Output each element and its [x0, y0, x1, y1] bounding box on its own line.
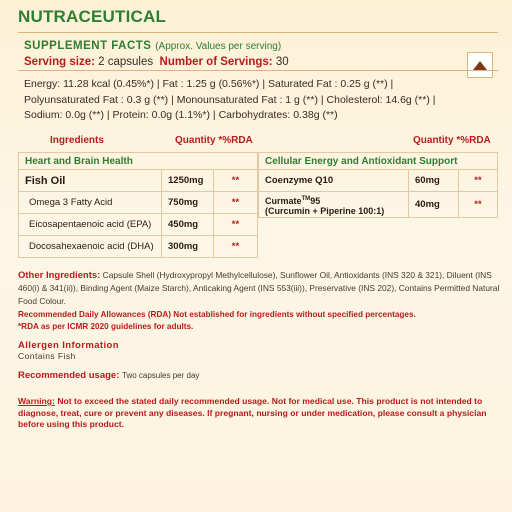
curmate-composition: (Curcumin + Piperine 100:1): [265, 205, 385, 216]
curmate-number: 95: [310, 195, 321, 206]
other-ingredients: [18, 269, 500, 308]
category-heart-brain: Heart and Brain Health: [19, 153, 258, 170]
warning-block: [18, 396, 500, 431]
sodium-value: Sodium: 0.0g (**): [24, 109, 104, 121]
ingredient-qty: 60mg: [409, 170, 459, 192]
ingredient-qty: 1250mg: [162, 170, 214, 192]
trademark-mark: TM: [301, 195, 311, 202]
ingredient-name: Omega 3 Fatty Acid: [19, 192, 162, 214]
supplement-facts-label: SUPPLEMENT FACTS: [24, 40, 152, 52]
allergen-heading: Allergen Information: [18, 340, 119, 351]
ingredient-rda: **: [214, 214, 258, 236]
top-divider: [18, 32, 498, 33]
quantity-rda-header-left: Quantity *%RDA: [175, 135, 253, 146]
servings-label: Number of Servings:: [159, 56, 273, 68]
serving-size-label: Serving size:: [24, 56, 95, 68]
saturated-fat-value: Saturated Fat : 0.25 g (**): [267, 78, 388, 90]
ingredient-rda: **: [214, 170, 258, 192]
veg-mark-icon: [467, 52, 493, 78]
cholesterol-value: Cholesterol: 14.6g (**): [326, 93, 430, 106]
rda-note-1: Recommended Daily Allowances (RDA) Not established for ingredients without specified percentages.: [18, 310, 416, 319]
product-category-title: NUTRACEUTICAL: [18, 7, 167, 26]
monounsaturated-fat-value: Monounsaturated Fat : 1 g (**): [176, 93, 318, 106]
serving-size-value: 2 capsules: [98, 56, 154, 68]
rda-notes: [18, 309, 500, 332]
ingredient-qty: 40mg: [409, 192, 459, 218]
ingredient-name: Eicosapentaenoic acid (EPA): [19, 214, 162, 236]
servings-value: 30: [275, 56, 289, 68]
ingredient-rda: **: [214, 236, 258, 258]
serving-divider: [18, 70, 498, 71]
allergen-value: Contains Fish: [18, 351, 76, 361]
warning-text: Not to exceed the stated daily recommended usage. Not for medical use. This product is not intended to diagnose, treat, cure or prevent any diseases. If pregnant, nursing or under medication, please consult a physician before using this product.: [18, 396, 487, 429]
ingredient-qty: 300mg: [162, 236, 214, 258]
ingredient-rda: **: [459, 170, 498, 192]
ingredient-rda: **: [459, 192, 498, 218]
supplement-facts-heading: [24, 40, 281, 52]
other-ingredients-label: Other Ingredients:: [18, 270, 101, 281]
serving-info: [24, 56, 289, 68]
recommended-usage: [18, 370, 199, 381]
ingredient-qty: 750mg: [162, 192, 214, 214]
ingredient-name: Fish Oil: [19, 170, 162, 192]
approx-note: (Approx. Values per serving): [155, 41, 282, 52]
warning-label: Warning:: [18, 396, 55, 406]
quantity-rda-header-right: Quantity *%RDA: [413, 135, 491, 146]
heart-brain-table: [18, 152, 258, 258]
category-cellular-energy: Cellular Energy and Antioxidant Support: [259, 153, 498, 170]
other-ingredients-text: Capsule Shell (Hydroxypropyl Methylcellulose), Sunflower Oil, Antioxidants (INS 320 & 321), Diluent (INS 460(i) & 341(ii)), Binding Agent (Maize Starch), Anticaking Agent (INS 553(iii)), Preservative (INS 202), Contains Permitted Natural Food Colour.: [18, 270, 500, 306]
ingredient-qty: 450mg: [162, 214, 214, 236]
carbohydrates-value: Carbohydrates: 0.38g (**): [218, 109, 338, 121]
ingredient-rda: **: [214, 192, 258, 214]
nutrition-values: Energy: 11.28 kcal (0.45%*) | Fat : 1.25 g (0.56%*) | Saturated Fat : 0.25 g (**) | Polyunsaturated Fat : 0.3 g (**) | Monounsaturated Fat : 1 g (**) | Cholesterol: 14.6g (**) | Sodium: 0.0g (**) | Protein: 0.0g (1.1%*) | Carbohydrates: 0.38g (**): [24, 78, 436, 121]
curmate-name: Curmate: [265, 195, 302, 206]
recommended-usage-label: Recommended usage:: [18, 370, 120, 381]
energy-value: Energy: 11.28 kcal (0.45%*): [24, 78, 154, 90]
recommended-usage-value: Two capsules per day: [122, 371, 200, 380]
ingredient-name-curmate: [259, 192, 409, 218]
protein-value: Protein: 0.0g (1.1%*): [112, 109, 210, 121]
ingredient-name: Coenzyme Q10: [259, 170, 409, 192]
ingredient-name: Docosahexaenoic acid (DHA): [19, 236, 162, 258]
fat-value: Fat : 1.25 g (0.56%*): [162, 78, 260, 90]
cellular-energy-table: [258, 152, 498, 218]
rda-note-2: *RDA as per ICMR 2020 guidelines for adults.: [18, 321, 194, 331]
ingredients-header: Ingredients: [50, 135, 104, 146]
polyunsaturated-fat-value: Polyunsaturated Fat : 0.3 g (**): [24, 93, 169, 106]
